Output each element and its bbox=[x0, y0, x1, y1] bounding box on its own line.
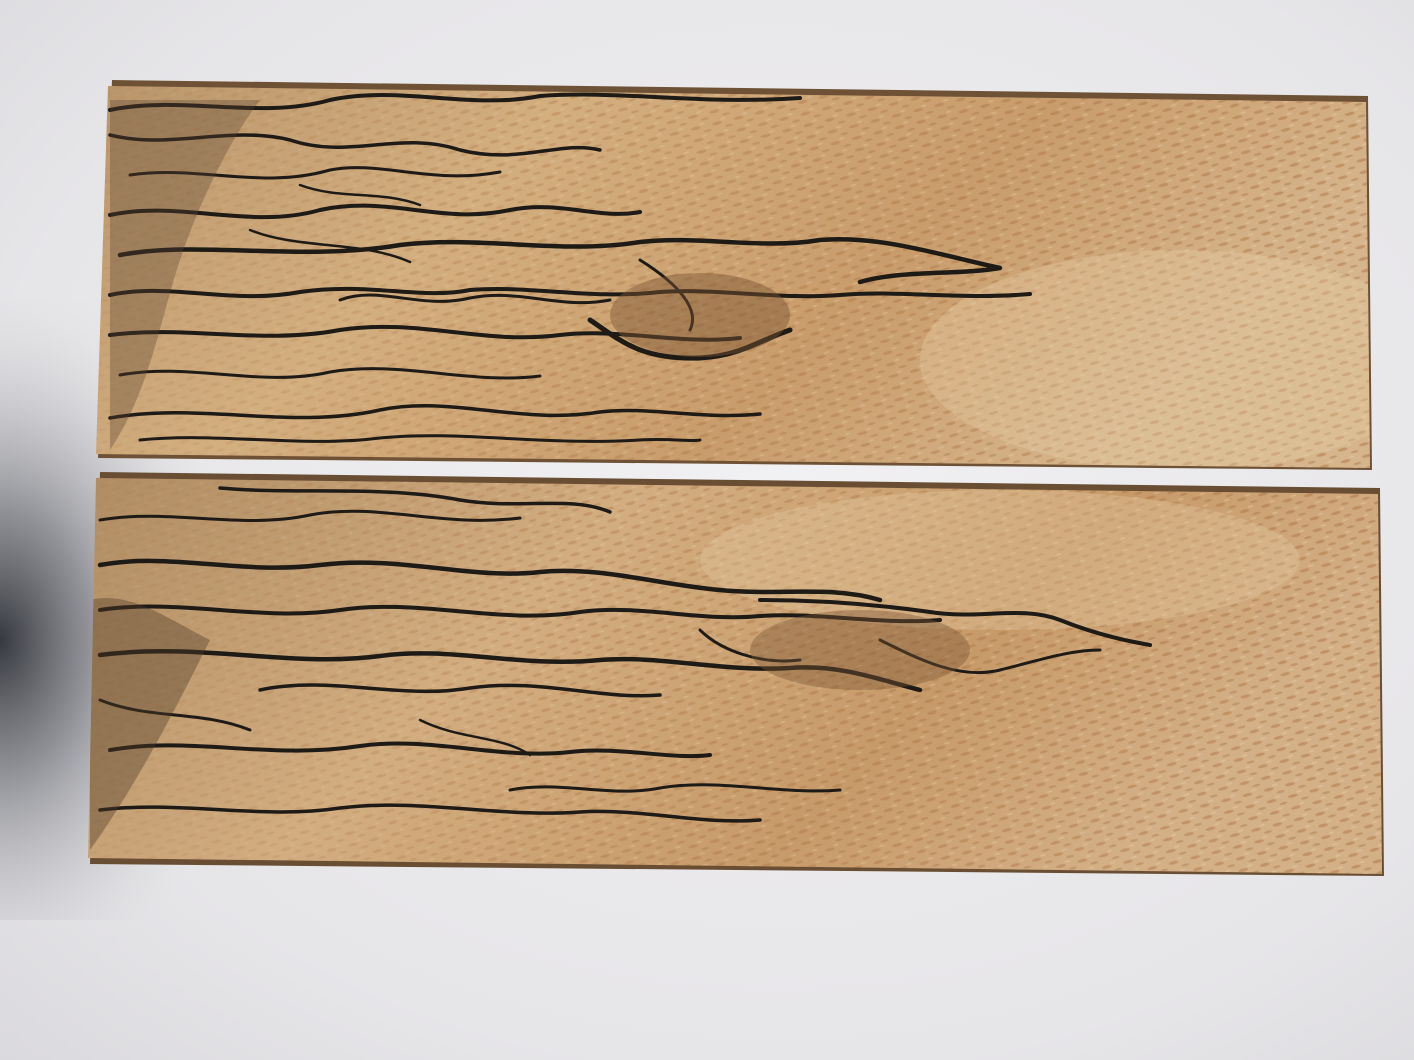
lower-scale bbox=[88, 472, 1388, 878]
lower-dark-pocket bbox=[750, 610, 970, 690]
upper-dark-pocket bbox=[610, 273, 790, 357]
upper-scale bbox=[96, 80, 1414, 476]
lower-grain-shade bbox=[700, 490, 1300, 630]
